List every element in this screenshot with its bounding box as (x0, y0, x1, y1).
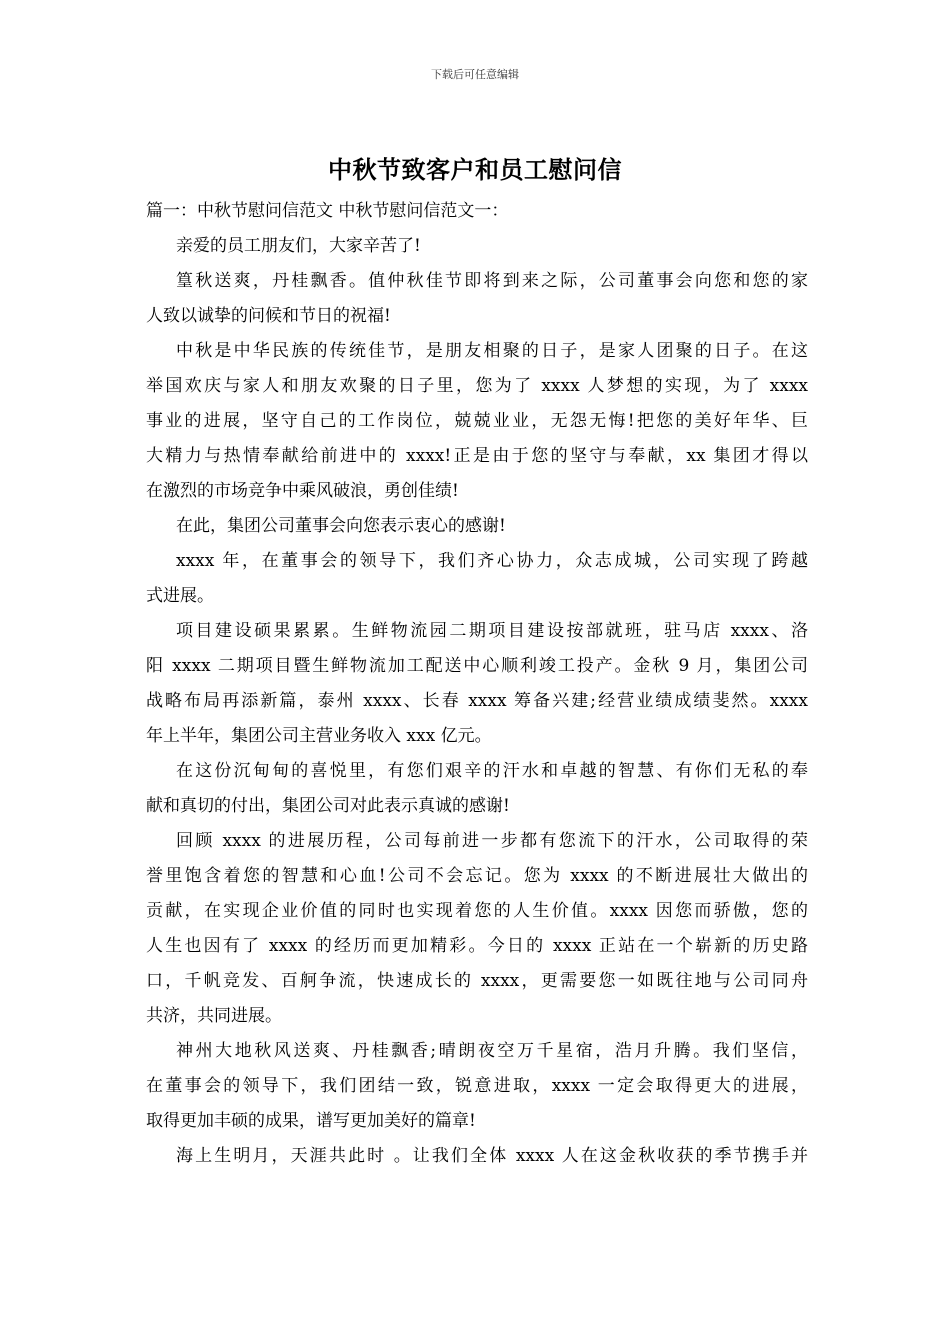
text-line: 在激烈的市场竞争中乘风破浪，勇创佳绩! (146, 481, 459, 501)
text-line: 阳 xxxx 二期项目暨生鲜物流加工配送中心顺利竣工投产。金秋 9 月，集团公司 (146, 656, 808, 676)
text-line: 共济，共同进展。 (146, 1006, 282, 1026)
text-line: 人生也因有了 xxxx 的经历而更加精彩。今日的 xxxx 正站在一个崭新的历史路 (146, 936, 808, 956)
text-line: 在这份沉甸甸的喜悦里，有您们艰辛的汗水和卓越的智慧、有你们无私的奉 (176, 761, 808, 781)
text-line: 人致以诚挚的问候和节日的祝福! (146, 306, 391, 326)
text-line: 海上生明月，天涯共此时 。让我们全体 xxxx 人在这金秋收获的季节携手并 (176, 1146, 808, 1166)
text-line: 贡献，在实现企业价值的同时也实现着您的人生价值。xxxx 因您而骄傲，您的 (146, 901, 808, 921)
document-title: 中秋节致客户和员工慰问信 (328, 155, 622, 184)
text-line: 神州大地秋风送爽、丹桂飘香;晴朗夜空万千星宿，浩月升腾。我们坚信， (176, 1041, 808, 1061)
text-line: 大精力与热情奉献给前进中的 xxxx!正是由于您的坚守与奉献，xx 集团才得以 (146, 446, 808, 466)
text-line: 篇一：中秋节慰问信范文 中秋节慰问信范文一： (146, 201, 509, 221)
document-body (146, 194, 808, 1174)
text-line: 战略布局再添新篇，泰州 xxxx、长春 xxxx 筹备兴建;经营业绩成绩斐然。xxxx (146, 691, 808, 711)
text-line: 在董事会的领导下，我们团结一致，锐意进取，xxxx 一定会取得更大的进展， (146, 1076, 808, 1096)
header-note: 下载后可任意编辑 (431, 68, 519, 81)
text-line: 年上半年，集团公司主营业务收入 xxx 亿元。 (146, 726, 492, 746)
text-line: 在此，集团公司董事会向您表示衷心的感谢! (176, 516, 506, 536)
text-line: 取得更加丰硕的成果，谱写更加美好的篇章! (146, 1111, 476, 1131)
text-line: xxxx 年，在董事会的领导下，我们齐心协力，众志成城，公司实现了跨越 (176, 551, 808, 571)
text-line: 献和真切的付出，集团公司对此表示真诚的感谢! (146, 796, 510, 816)
text-line: 式进展。 (146, 586, 214, 606)
text-line: 中秋是中华民族的传统佳节，是朋友相聚的日子，是家人团聚的日子。在这 (176, 341, 808, 361)
text-line: 篁秋送爽，丹桂飘香。值仲秋佳节即将到来之际，公司董事会向您和您的家 (176, 271, 808, 291)
text-line: 誉里饱含着您的智慧和心血!公司不会忘记。您为 xxxx 的不断进展壮大做出的 (146, 866, 808, 886)
text-line: 回顾 xxxx 的进展历程，公司每前进一步都有您流下的汗水，公司取得的荣 (176, 831, 808, 851)
text-line: 亲爱的员工朋友们，大家辛苦了! (176, 236, 421, 256)
text-line: 口，千帆竞发、百舸争流，快速成长的 xxxx，更需要您一如既往地与公司同舟 (146, 971, 808, 991)
text-line: 项目建设硕果累累。生鲜物流园二期项目建设按部就班，驻马店 xxxx、洛 (176, 621, 808, 641)
text-line: 举国欢庆与家人和朋友欢聚的日子里，您为了 xxxx 人梦想的实现，为了 xxxx (146, 376, 808, 396)
text-line: 事业的进展，坚守自己的工作岗位，兢兢业业，无怨无悔!把您的美好年华、巨 (146, 411, 808, 431)
